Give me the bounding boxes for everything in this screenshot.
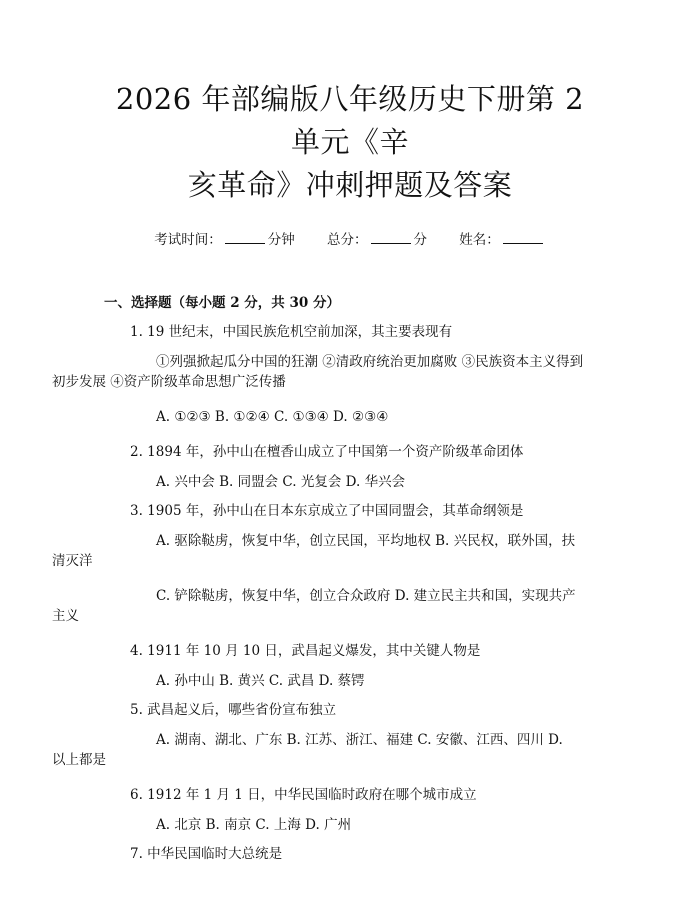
question-5 [52, 700, 596, 770]
student-name-label: 姓名： [459, 232, 500, 248]
question-stem: 2. 1894 年，孙中山在檀香山成立了中国第一个资产阶级革命团体 [130, 444, 524, 460]
statement-line-1: ①列强掀起瓜分中国的狂潮 ②清政府统治更加腐败 ③民族资本主义得到 [156, 354, 584, 370]
student-name-field [459, 229, 546, 250]
question-stem: 1. 19 世纪末，中国民族危机空前加深，其主要表现有 [130, 324, 453, 340]
statement-line-2: 初步发展 ④资产阶级革命思想广泛传播 [52, 374, 286, 390]
title-line-2: 亥革命》冲刺押题及答案 [187, 168, 513, 202]
question-options: A. 孙中山 B. 黄兴 C. 武昌 D. 蔡锷 [156, 673, 365, 689]
question-7 [104, 844, 596, 864]
exam-time-label: 考试时间： [154, 232, 222, 248]
option-cd-line-1: C. 铲除鞑虏，恢复中华，创立合众政府 D. 建立民主共和国，实现共产 [156, 588, 576, 604]
student-name-blank [503, 229, 543, 244]
total-score-blank [371, 229, 411, 244]
total-score-label: 总分： [327, 232, 368, 248]
question-statement-list [52, 352, 596, 392]
document-title [104, 0, 596, 207]
question-options: A. ①②③ B. ①②④ C. ①③④ D. ②③④ [156, 409, 389, 425]
question-6 [104, 785, 596, 835]
question-stem: 4. 1911 年 10 月 10 日，武昌起义爆发，其中关键人物是 [130, 643, 481, 659]
question-options: A. 北京 B. 南京 C. 上海 D. 广州 [156, 817, 352, 833]
exam-info-line [104, 229, 596, 250]
exam-time-blank [225, 229, 265, 244]
question-stem: 5. 武昌起义后，哪些省份宣布独立 [130, 702, 337, 718]
question-3 [52, 501, 596, 626]
question-options-ab [52, 531, 596, 571]
option-ab-line-2: 清灭洋 [52, 553, 93, 569]
options-line-2: 以上都是 [52, 752, 106, 768]
question-options [52, 730, 596, 770]
total-score-unit: 分 [413, 232, 427, 248]
section-heading-choice: 一、选择题（每小题 2 分，共 30 分） [104, 295, 340, 311]
exam-time-unit: 分钟 [267, 232, 295, 248]
question-2 [104, 442, 596, 492]
title-line-1: 2026 年部编版八年级历史下册第 2 单元《辛 [115, 82, 585, 159]
exam-time-field [154, 229, 295, 250]
options-line-1: A. 湖南、湖北、广东 B. 江苏、浙江、福建 C. 安徽、江西、四川 D. [156, 732, 563, 748]
question-stem: 6. 1912 年 1 月 1 日，中华民国临时政府在哪个城市成立 [130, 787, 477, 803]
question-stem: 3. 1905 年，孙中山在日本东京成立了中国同盟会，其革命纲领是 [130, 503, 524, 519]
question-1 [52, 322, 596, 427]
option-ab-line-1: A. 驱除鞑虏，恢复中华，创立民国，平均地权 B. 兴民权，联外国，扶 [156, 533, 576, 549]
question-options: A. 兴中会 B. 同盟会 C. 光复会 D. 华兴会 [156, 474, 406, 490]
total-score-field [327, 229, 427, 250]
question-options-cd [52, 586, 596, 626]
option-cd-line-2: 主义 [52, 608, 79, 624]
question-4 [104, 641, 596, 691]
question-stem: 7. 中华民国临时大总统是 [130, 846, 283, 862]
